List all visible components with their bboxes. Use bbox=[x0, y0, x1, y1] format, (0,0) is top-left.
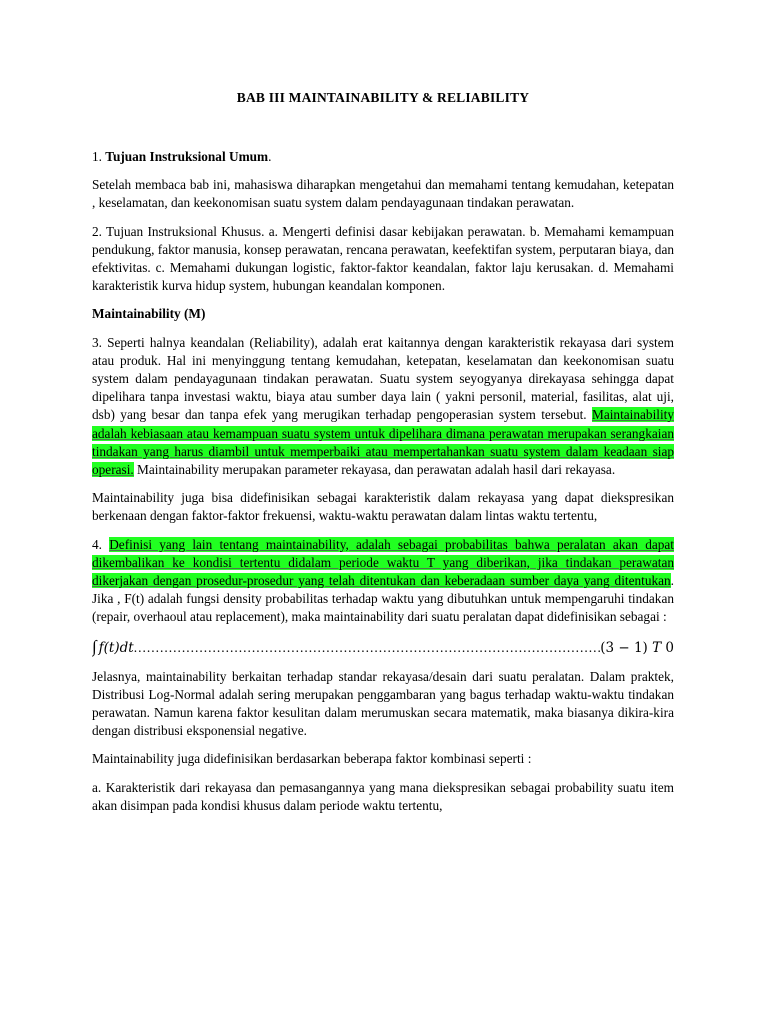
paragraph-factor-a: a. Karakteristik dari rekayasa dan pemasangannya yang mana diekspresikan sebagai probability suatu item akan disimpan pada kondisi khusus dalam periode waktu tertentu, bbox=[92, 779, 674, 813]
paragraph-maintainability-probability bbox=[92, 536, 674, 627]
equation-expression: 𝑓(𝑡)𝑑𝑡 bbox=[98, 639, 134, 656]
chapter-title: BAB III MAINTAINABILITY & RELIABILITY bbox=[236, 90, 530, 105]
text-segment: 3. Seperti halnya keandalan (Reliability), adalah erat kaitannya dengan karakteristik rekayasa dari system atau produk. Hal ini menyinggung tentang kemudahan, ketepatan, keselamatan dan keekonomisan suatu system dalam pendayagunaan tindakan perawatan. Suatu system seyogyanya direkayasa sehingga dapat dipelihara tanpa investasi waktu, biaya atau sumber daya lain ( yakni personil, material, fasilitas, alat uji, dsb) yang besar dan tanpa efek yang merugikan terhadap pengoperasian system tersebut. bbox=[92, 334, 674, 423]
section-1-heading bbox=[92, 148, 674, 166]
paragraph-objective-specific: 2. Tujuan Instruksional Khusus. a. Mengerti definisi dasar kebijakan perawatan. b. Memahami kemampuan pendukung, faktor manusia, konsep perawatan, rencana perawatan, keefektifan system, perputaran biaya, dan efektivitas. c. Memahami dukungan logistic, faktor-faktor keandalan, faktor laju kerusakan. d. Memahami karakteristik kurva hidup system, hubungan keandalan komponen. bbox=[92, 223, 674, 294]
text-segment: 4. bbox=[92, 536, 110, 552]
equation-3-1 bbox=[92, 637, 674, 658]
highlighted-definition: Maintainability adalah kebiasaan atau kemampuan suatu system untuk dipelihara dimana perawatan merupakan serangkaian tindakan yang harus diambil untuk memperbaiki atau mempertahankan suatu system dalam keadaan siap operasi. bbox=[92, 407, 674, 478]
text-segment: Maintainability merupakan parameter rekayasa, dan perawatan adalah hasil dari rekayasa. bbox=[133, 462, 616, 478]
section-1-period: . bbox=[268, 149, 272, 164]
maintainability-heading: Maintainability (M) bbox=[92, 306, 206, 322]
paragraph-maintainability-intro bbox=[92, 334, 674, 480]
section-1-number: 1. bbox=[92, 149, 106, 164]
equation-number: (3 − 1) 𝑇 0 bbox=[600, 639, 674, 656]
paragraph-objective-general: Setelah membaca bab ini, mahasiswa diharapkan mengetahui dan memahami tentang kemudahan, ketepatan , keselamatan, dan keekonomisan suatu system dalam pendayagunaan tindakan perawatan. bbox=[92, 177, 674, 211]
equation-leader-dots bbox=[134, 638, 601, 658]
integral-symbol: ∫ bbox=[92, 636, 97, 656]
text-segment: . Jika , F(t) adalah fungsi density probabilitas terhadap waktu yang dibutuhkan untuk mempengaruhi tindakan (repair, overhaoul atau replacement), maka maintainability dari suatu peralatan dapat didefinisikan sebagai : bbox=[92, 573, 674, 625]
section-1-title: Tujuan Instruksional Umum bbox=[105, 149, 269, 164]
paragraph-maintainability-characteristic: Maintainability juga bisa didefinisikan sebagai karakteristik dalam rekayasa yang dapat diekspresikan berkenaan dengan faktor-faktor frekuensi, waktu-waktu perawatan dalam lintas waktu tertentu, bbox=[92, 490, 674, 524]
paragraph-log-normal: Jelasnya, maintainability berkaitan terhadap standar rekayasa/desain dari suatu peralatan. Dalam praktek, Distribusi Log-Normal adalah sering merupakan penggambaran yang bagus terhadap waktu-waktu tindakan perawatan. Namun karena faktor kesulitan dalam merumuskan secara matematik, maka biasanya dikira-kira dengan distribusi eksponensial negative. bbox=[92, 668, 674, 739]
highlighted-definition: Definisi yang lain tentang maintainability, adalah sebagai probabilitas bahwa peralatan akan dapat dikembalikan ke kondisi tertentu didalam periode waktu T yang diberikan, jika tindakan perawatan dikerjakan dengan prosedur-prosedur yang telah ditentukan dan keberadaan sumber daya yang ditentukan bbox=[92, 536, 674, 589]
paragraph-combination-factors: Maintainability juga didefinisikan berdasarkan beberapa faktor kombinasi seperti : bbox=[92, 751, 532, 767]
